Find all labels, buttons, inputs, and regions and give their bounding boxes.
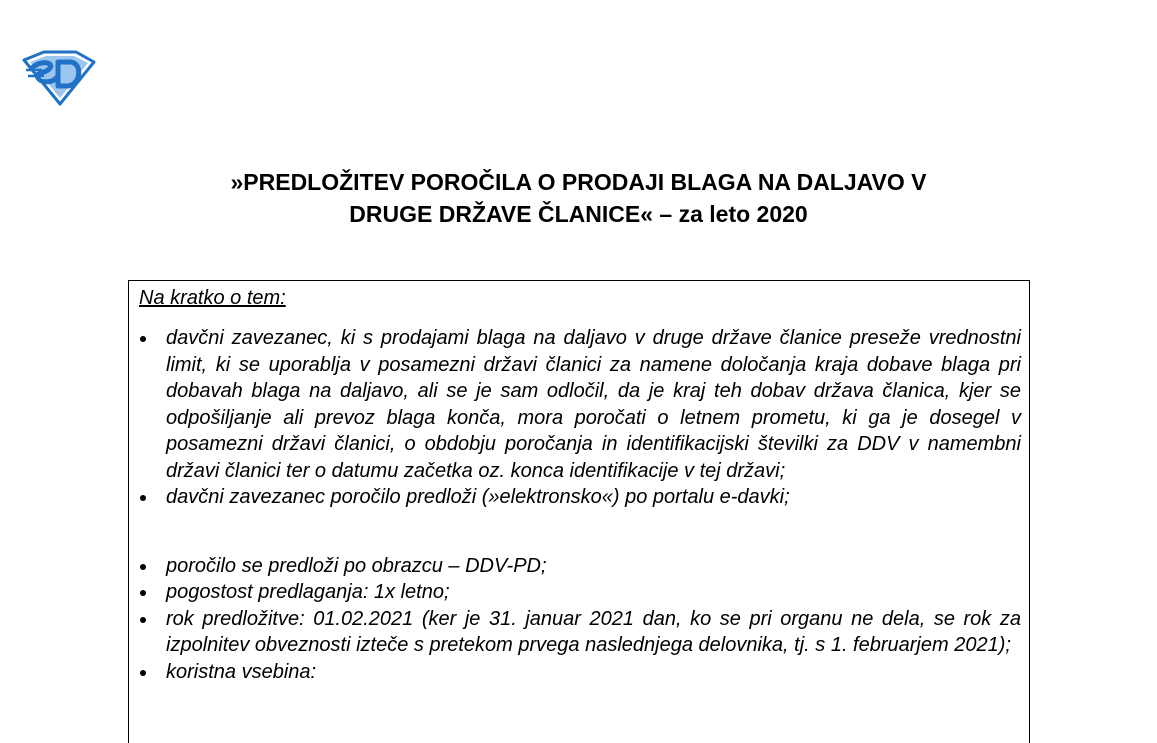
list-item <box>129 484 1031 511</box>
list-item <box>129 579 1031 606</box>
list-item <box>129 659 1031 686</box>
list-item-text: davčni zavezanec poročilo predloži (»elektronsko«) po portalu e-davki; <box>166 486 790 508</box>
list-item-text: koristna vsebina: <box>166 660 317 683</box>
bullet-icon <box>140 590 146 596</box>
summary-list <box>129 325 1031 685</box>
bullet-icon <box>140 495 146 501</box>
list-item-text: poročilo se predloži po obrazcu – DDV-PD; <box>166 554 547 577</box>
bullet-icon <box>140 336 146 342</box>
list-item <box>129 553 1031 580</box>
list-item-text: rok predložitve: 01.02.2021 (ker je 31. januar 2021 dan, ko se pri organu ne dela, se rok za izpolnitev obveznosti izteče s pretekom prvega naslednjega delovnika, tj. s 1. februarjem 2021); <box>166 607 1021 656</box>
list-item-text: davčni zavezanec, ki s prodajami blaga na daljavo v druge države članice preseže vrednostni limit, ki se uporablja v posamezni državi članici za namene določanja kraja dobave blaga pri dobavah blaga na daljavo, ali se je sam odločil, da je kraj teh dobav država članica, kjer se odpošiljanje ali prevoz blaga konča, mora poročati o letnem prometu, ki ga je dosegel v posamezni državi članici, o obdobju poročanja in identifikacijski številki za DDV v namembni državi članici ter o datumu začetka oz. konca identifikacije v tej državi; <box>166 327 1021 482</box>
list-item <box>129 606 1031 659</box>
summary-box <box>128 280 1030 743</box>
bullet-icon <box>140 564 146 570</box>
list-item-text: pogostost predlaganja: 1x letno; <box>166 581 450 603</box>
bullet-icon <box>140 617 146 623</box>
bullet-icon <box>140 670 146 676</box>
title-line-1: »PREDLOŽITEV POROČILA O PRODAJI BLAGA NA DALJAVO V <box>230 169 927 195</box>
summary-heading: Na kratko o tem: <box>139 287 286 309</box>
title-line-2: DRUGE DRŽAVE ČLANICE« – za leto 2020 <box>349 201 808 227</box>
sd-shield-logo-icon <box>20 48 96 106</box>
list-item <box>129 325 1031 484</box>
document-title <box>0 166 1157 230</box>
